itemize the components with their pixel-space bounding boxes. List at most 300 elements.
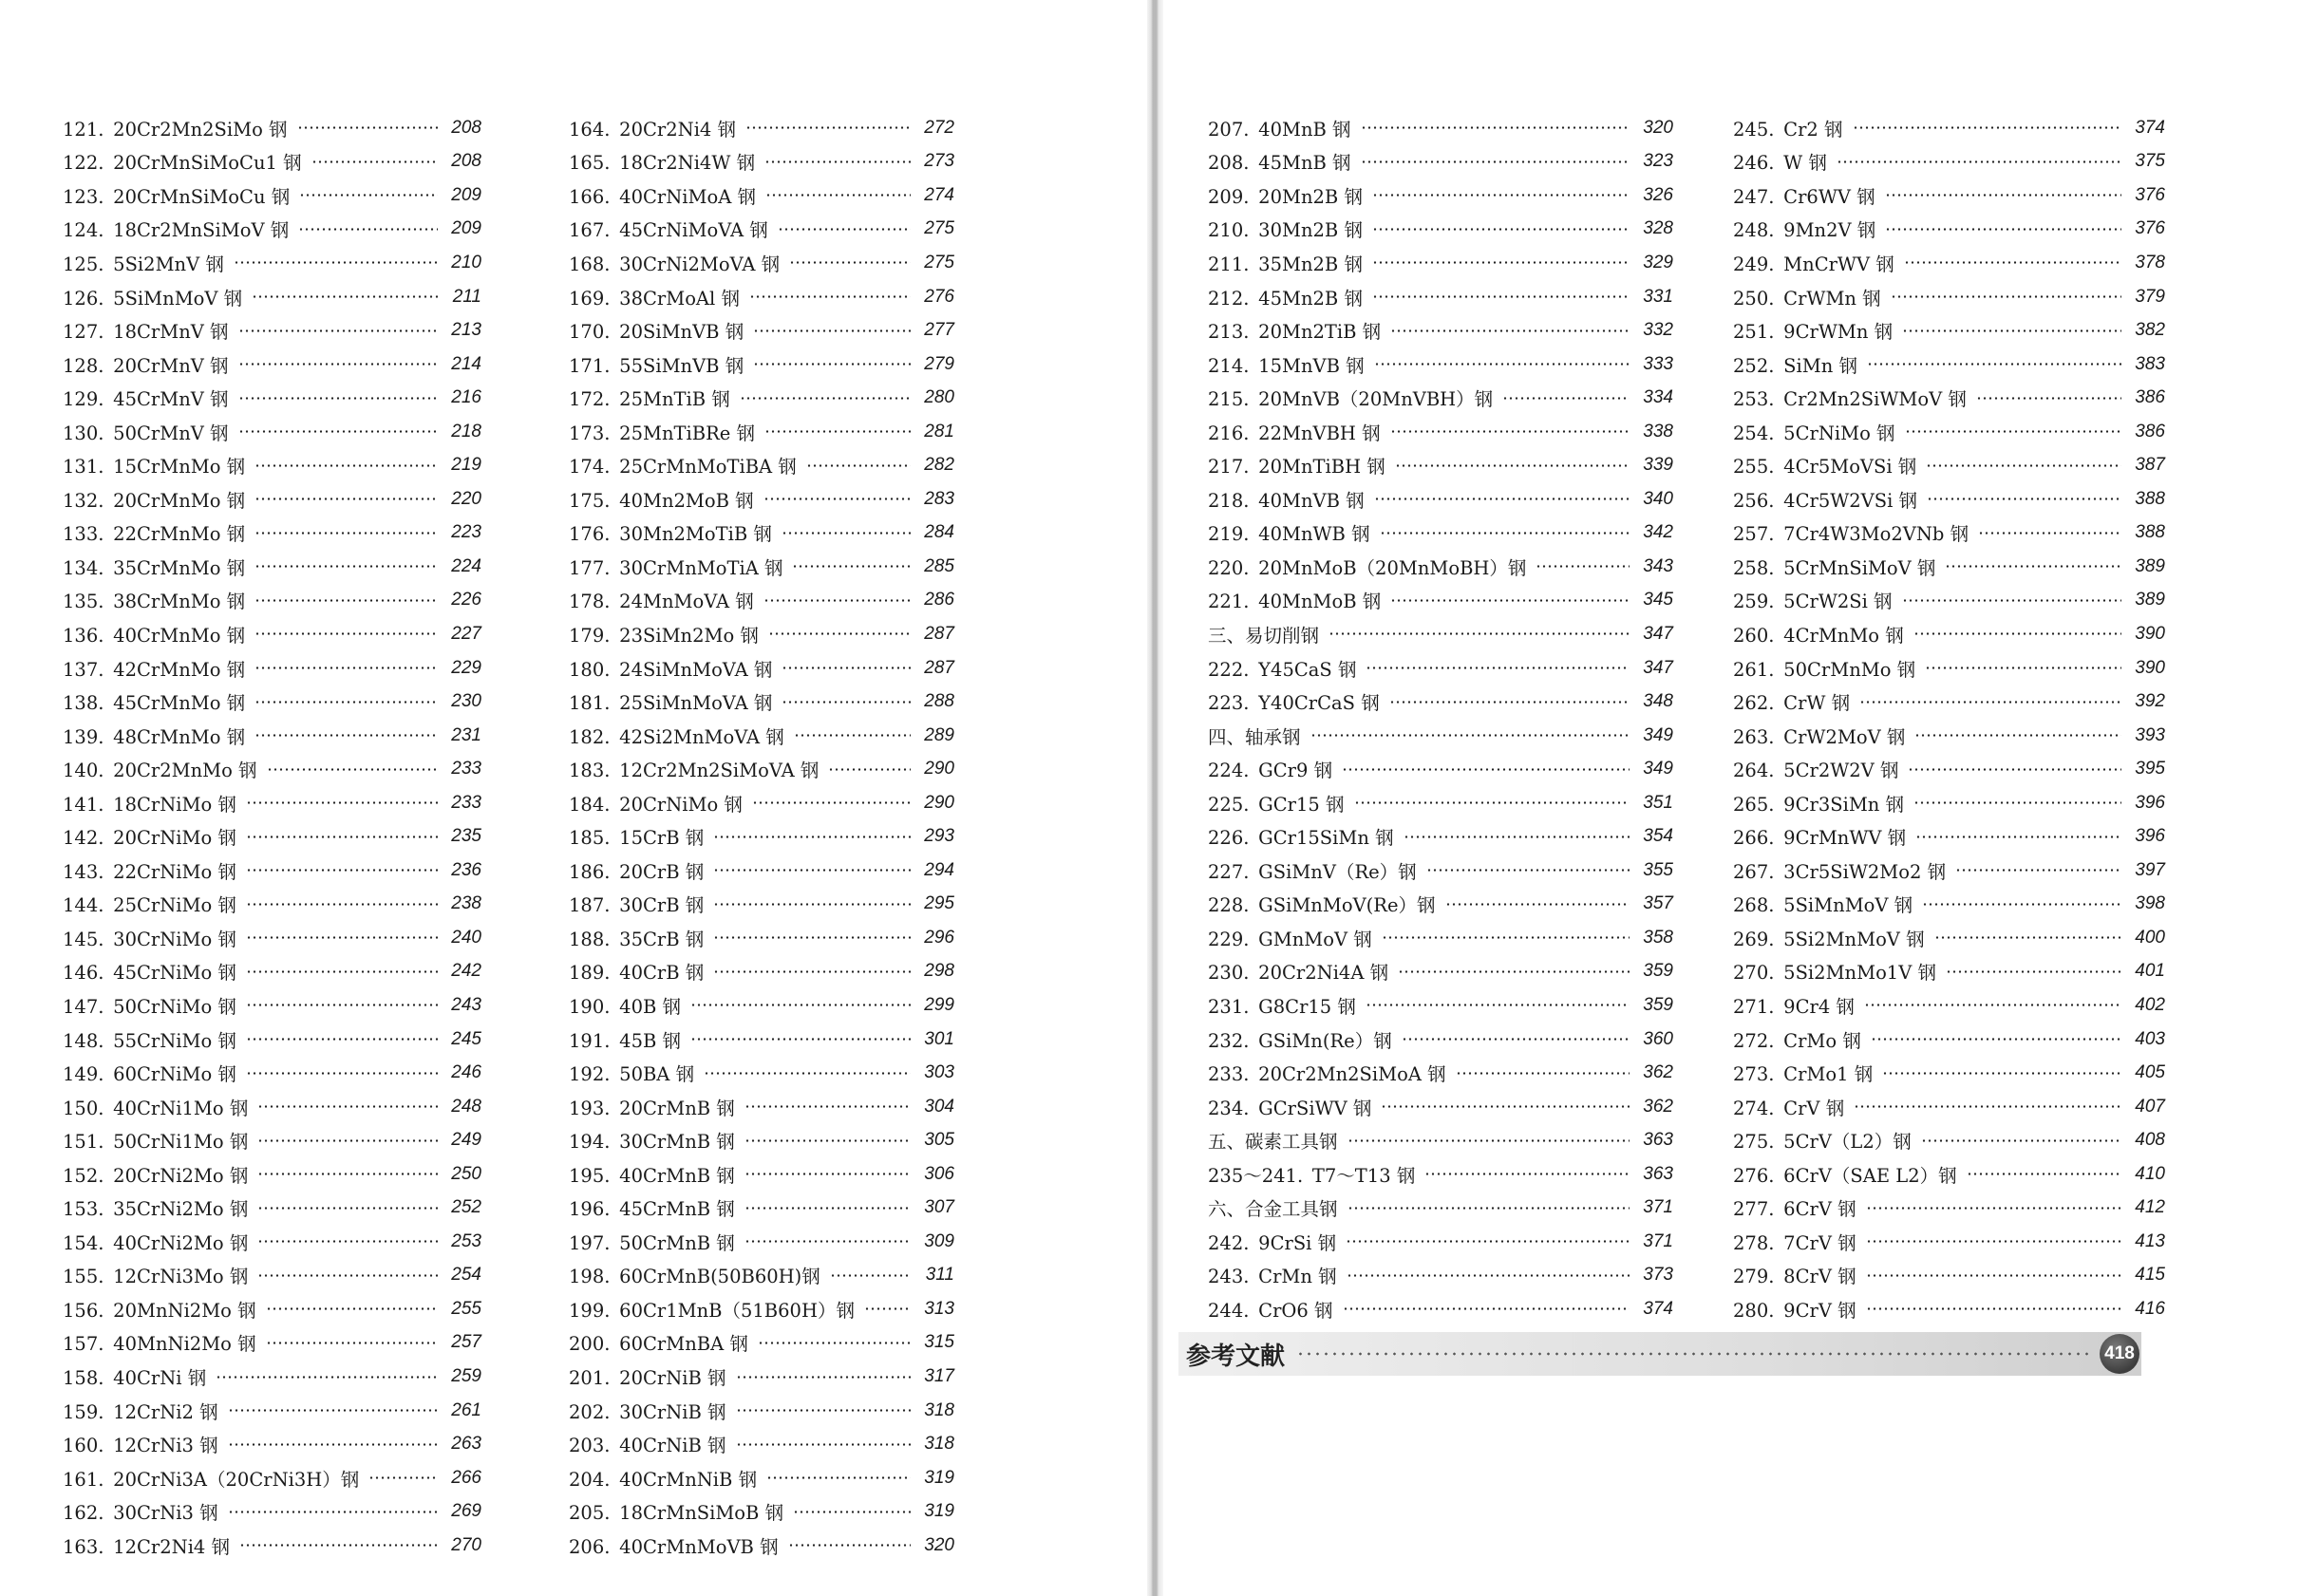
toc-entry-title: 183. 12Cr2Mn2SiMoVA 钢 [569, 760, 820, 782]
toc-entry[interactable] [1208, 145, 1673, 179]
toc-entry[interactable] [63, 178, 481, 213]
dot-leader [257, 1274, 438, 1277]
toc-entry[interactable] [1208, 651, 1673, 685]
toc-entry[interactable] [569, 955, 954, 989]
toc-entry[interactable] [1733, 1157, 2165, 1192]
toc-entry[interactable] [1208, 955, 1673, 989]
toc-entry-title: 269. 5Si2MnMoV 钢 [1733, 928, 1925, 950]
toc-entry[interactable] [1733, 1192, 2165, 1226]
dot-leader [1310, 734, 1630, 737]
toc-entry[interactable] [569, 584, 954, 618]
toc-entry-page: 374 [1643, 1298, 1673, 1319]
toc-entry-title: 135. 38CrMnMo 钢 [63, 591, 246, 613]
toc-entry-title: 197. 50CrMnB 钢 [569, 1231, 735, 1254]
dot-leader [766, 1476, 911, 1479]
toc-entry[interactable] [569, 1292, 954, 1326]
dot-leader [704, 1072, 911, 1075]
dot-leader [1859, 701, 2121, 704]
toc-entry-title: 190. 40B 钢 [569, 995, 682, 1018]
toc-entry[interactable] [1208, 854, 1673, 888]
toc-entry[interactable] [569, 1394, 954, 1428]
toc-entry-page: 230 [451, 691, 481, 712]
toc-entry-page: 287 [924, 623, 954, 644]
toc-entry[interactable] [1208, 786, 1673, 820]
toc-entry[interactable] [1733, 1056, 2165, 1090]
dot-leader [1885, 194, 2121, 197]
toc-entry[interactable] [1208, 719, 1673, 753]
toc-entry[interactable] [63, 1023, 481, 1057]
dot-leader [864, 1307, 911, 1310]
toc-entry[interactable] [1733, 1023, 2165, 1057]
toc-entry-page: 259 [451, 1366, 481, 1386]
toc-entry-page: 400 [2135, 927, 2165, 948]
toc-entry-title: 198. 60CrMnB(50B60H)钢 [569, 1266, 820, 1288]
toc-entry[interactable] [1733, 719, 2165, 753]
dot-leader [1866, 1274, 2121, 1277]
toc-entry[interactable] [63, 1461, 481, 1495]
toc-entry-title: 149. 60CrNiMo 钢 [63, 1063, 236, 1086]
toc-entry[interactable] [569, 1192, 954, 1226]
toc-entry-title: 247. Cr6WV 钢 [1733, 185, 1875, 208]
toc-entry[interactable] [569, 381, 954, 415]
toc-entry-page: 287 [924, 657, 954, 678]
toc-entry[interactable] [1208, 888, 1673, 922]
toc-entry[interactable] [1733, 448, 2165, 482]
toc-entry[interactable] [569, 1157, 954, 1192]
toc-entry[interactable] [569, 1225, 954, 1259]
toc-entry[interactable] [1733, 1225, 2165, 1259]
toc-entry-title: 141. 18CrNiMo 钢 [63, 793, 236, 816]
toc-entry[interactable] [1208, 685, 1673, 719]
toc-entry[interactable] [63, 988, 481, 1023]
toc-entry[interactable] [1208, 1056, 1673, 1090]
toc-entry[interactable] [63, 1360, 481, 1394]
toc-entry-title: 218. 40MnVB 钢 [1208, 489, 1365, 512]
dot-leader [257, 1105, 438, 1108]
dot-leader [794, 734, 911, 737]
dot-leader [1346, 1240, 1630, 1243]
toc-entry-title: 129. 45CrMnV 钢 [63, 388, 229, 411]
toc-entry[interactable] [1733, 482, 2165, 516]
toc-entry[interactable] [1208, 1157, 1673, 1192]
dot-leader [1955, 869, 2121, 872]
toc-entry-page: 371 [1643, 1197, 1673, 1218]
toc-entry-title: 175. 40Mn2MoB 钢 [569, 489, 754, 512]
toc-entry[interactable] [569, 854, 954, 888]
toc-entry[interactable] [569, 280, 954, 314]
toc-entry-page: 299 [924, 994, 954, 1015]
toc-entry[interactable] [63, 516, 481, 551]
toc-entry[interactable] [569, 1023, 954, 1057]
dot-leader [1395, 464, 1630, 467]
toc-entry[interactable] [1733, 1292, 2165, 1326]
toc-entry[interactable] [63, 1123, 481, 1157]
toc-entry[interactable] [63, 888, 481, 922]
toc-entry[interactable] [63, 1394, 481, 1428]
dot-leader [782, 532, 911, 535]
toc-entry[interactable] [569, 1090, 954, 1124]
toc-entry-page: 401 [2135, 961, 2165, 982]
toc-entry-title: 230. 20Cr2Ni4A 钢 [1208, 962, 1389, 985]
toc-entry-title: 263. CrW2MoV 钢 [1733, 725, 1906, 748]
toc-entry-page: 408 [2135, 1130, 2165, 1151]
toc-entry-title: 124. 18Cr2MnSiMoV 钢 [63, 219, 290, 242]
toc-entry-page: 306 [924, 1163, 954, 1184]
toc-entry[interactable] [569, 111, 954, 145]
toc-entry[interactable] [1208, 1292, 1673, 1326]
toc-entry[interactable] [569, 786, 954, 820]
toc-entry-title: 225. GCr15 钢 [1208, 793, 1345, 816]
dot-leader [1922, 903, 2121, 906]
toc-entry[interactable] [1208, 448, 1673, 482]
toc-entry[interactable] [1208, 584, 1673, 618]
toc-entry[interactable] [63, 145, 481, 179]
toc-entry-title: 165. 18Cr2Ni4W 钢 [569, 152, 756, 175]
toc-entry-page: 331 [1643, 286, 1673, 307]
toc-entry[interactable] [569, 1123, 954, 1157]
toc-entry[interactable] [63, 752, 481, 786]
toc-entry[interactable] [1733, 819, 2165, 854]
toc-entry[interactable] [63, 1292, 481, 1326]
dot-leader [782, 701, 911, 704]
toc-entry[interactable] [63, 313, 481, 347]
toc-entry-page: 390 [2135, 623, 2165, 644]
dot-leader [266, 1307, 438, 1310]
toc-entry[interactable] [1208, 246, 1673, 280]
toc-entry[interactable] [63, 347, 481, 382]
dot-leader [298, 228, 438, 231]
toc-entry-title: 182. 42Si2MnMoVA 钢 [569, 725, 784, 748]
toc-entry[interactable] [63, 381, 481, 415]
toc-entry[interactable] [569, 988, 954, 1023]
toc-entry-page: 231 [451, 724, 481, 745]
toc-entry-page: 402 [2135, 994, 2165, 1015]
toc-entry[interactable] [1733, 213, 2165, 247]
toc-entry[interactable] [1733, 854, 2165, 888]
toc-entry-page: 388 [2135, 488, 2165, 509]
toc-entry[interactable] [63, 1427, 481, 1461]
dot-leader [246, 836, 438, 838]
toc-entry-page: 279 [924, 353, 954, 374]
dot-leader [789, 261, 911, 264]
toc-entry-title: 206. 40CrMnMoVB 钢 [569, 1535, 779, 1558]
toc-entry[interactable] [1733, 786, 2165, 820]
toc-entry[interactable] [1733, 415, 2165, 449]
dot-leader [740, 397, 911, 400]
toc-entry[interactable] [63, 415, 481, 449]
toc-entry-title: 224. GCr9 钢 [1208, 760, 1333, 782]
toc-entry[interactable] [63, 1192, 481, 1226]
toc-entry[interactable] [569, 921, 954, 955]
toc-entry-page: 208 [451, 117, 481, 138]
toc-entry-page: 398 [2135, 893, 2165, 914]
toc-entry-title: 125. 5Si2MnV 钢 [63, 253, 224, 275]
toc-entry[interactable] [569, 1494, 954, 1529]
toc-entry-title: 171. 55SiMnVB 钢 [569, 354, 744, 377]
toc-entry[interactable] [1208, 213, 1673, 247]
toc-entry[interactable] [63, 482, 481, 516]
dot-leader [1853, 126, 2121, 129]
dot-leader [745, 126, 911, 129]
toc-entry-title: 163. 12Cr2Ni4 钢 [63, 1535, 231, 1558]
toc-entry[interactable] [1733, 888, 2165, 922]
toc-entry[interactable] [569, 1326, 954, 1361]
toc-entry[interactable] [569, 1259, 954, 1293]
toc-entry[interactable] [569, 651, 954, 685]
toc-entry-title: 188. 35CrB 钢 [569, 928, 705, 950]
toc-entry[interactable] [1733, 313, 2165, 347]
toc-entry-title: 134. 35CrMnMo 钢 [63, 556, 246, 579]
toc-entry[interactable] [63, 1326, 481, 1361]
dot-leader [228, 1511, 438, 1513]
toc-entry-page: 374 [2135, 117, 2165, 138]
toc-entry[interactable] [63, 685, 481, 719]
toc-entry[interactable] [63, 786, 481, 820]
toc-entry-page: 407 [2135, 1096, 2165, 1117]
toc-entry-title: 208. 45MnB 钢 [1208, 152, 1351, 175]
toc-entry-title: 148. 55CrNiMo 钢 [63, 1029, 236, 1052]
dot-leader [788, 1544, 911, 1547]
toc-entry[interactable] [569, 1056, 954, 1090]
references-page-badge: 418 [2100, 1334, 2139, 1374]
toc-entry[interactable] [1208, 415, 1673, 449]
toc-entry[interactable] [1208, 313, 1673, 347]
toc-entry[interactable] [569, 448, 954, 482]
toc-entry[interactable] [569, 617, 954, 651]
toc-entry[interactable] [1733, 516, 2165, 551]
toc-entry[interactable] [1208, 347, 1673, 382]
toc-entry[interactable] [1733, 178, 2165, 213]
toc-entry-page: 359 [1643, 994, 1673, 1015]
toc-entry-page: 319 [924, 1467, 954, 1488]
toc-entry[interactable] [1208, 1192, 1673, 1226]
toc-entry[interactable] [1208, 381, 1673, 415]
dot-leader [228, 1409, 438, 1412]
toc-entry[interactable] [1208, 921, 1673, 955]
dot-leader [1372, 261, 1630, 264]
toc-entry[interactable] [1208, 1123, 1673, 1157]
toc-entry[interactable] [569, 1427, 954, 1461]
toc-entry-page: 254 [451, 1265, 481, 1286]
dot-leader [1882, 1072, 2121, 1075]
toc-entry[interactable] [1733, 145, 2165, 179]
toc-entry-page: 403 [2135, 1028, 2165, 1049]
toc-entry[interactable] [569, 516, 954, 551]
dot-leader [1347, 1274, 1630, 1277]
dot-leader [744, 1207, 911, 1210]
toc-entry[interactable] [1208, 1023, 1673, 1057]
toc-entry[interactable] [569, 246, 954, 280]
toc-entry[interactable] [569, 313, 954, 347]
toc-column-2 [569, 111, 954, 1563]
toc-entry[interactable] [1733, 584, 2165, 618]
toc-entry[interactable] [1208, 617, 1673, 651]
toc-entry[interactable] [63, 550, 481, 584]
toc-entry[interactable] [569, 550, 954, 584]
dot-leader [254, 632, 438, 635]
toc-entry-title: 128. 20CrMnV 钢 [63, 354, 229, 377]
toc-entry-title: 146. 45CrNiMo 钢 [63, 962, 236, 985]
toc-entry[interactable] [1733, 246, 2165, 280]
toc-entry[interactable] [1208, 819, 1673, 854]
toc-entry[interactable] [569, 482, 954, 516]
toc-entry-page: 253 [451, 1230, 481, 1251]
toc-entry-page: 220 [451, 488, 481, 509]
toc-entry[interactable] [1733, 921, 2165, 955]
toc-entry[interactable] [63, 1529, 481, 1563]
dot-leader [254, 464, 438, 467]
toc-entry[interactable] [63, 1225, 481, 1259]
toc-entry[interactable] [569, 888, 954, 922]
toc-entry-page: 305 [924, 1130, 954, 1151]
toc-entry-title: 213. 20Mn2TiB 钢 [1208, 321, 1382, 344]
toc-entry[interactable] [569, 347, 954, 382]
toc-entry[interactable] [1208, 1259, 1673, 1293]
dot-leader [228, 1443, 438, 1446]
toc-entry-title: 259. 5CrW2Si 钢 [1733, 591, 1893, 613]
toc-entry[interactable] [63, 1494, 481, 1529]
toc-entry[interactable] [63, 921, 481, 955]
dot-leader [1967, 1173, 2121, 1175]
dot-leader [1381, 1105, 1630, 1108]
toc-entry[interactable] [1733, 550, 2165, 584]
toc-entry-title: 256. 4Cr5W2VSi 钢 [1733, 489, 1918, 512]
toc-entry-page: 209 [451, 218, 481, 239]
toc-entry-title: 193. 20CrMnB 钢 [569, 1097, 735, 1119]
toc-entry-page: 250 [451, 1163, 481, 1184]
dot-leader [758, 1342, 911, 1344]
dot-leader [1871, 1038, 2121, 1041]
toc-entry[interactable] [1733, 1259, 2165, 1293]
toc-entry-page: 233 [451, 792, 481, 813]
toc-entry[interactable] [1208, 1090, 1673, 1124]
toc-entry-title: 226. GCr15SiMn 钢 [1208, 827, 1394, 850]
toc-entry[interactable] [1208, 1225, 1673, 1259]
toc-entry-title: 234. GCrSiWV 钢 [1208, 1097, 1372, 1119]
toc-entry-page: 286 [924, 590, 954, 610]
toc-entry-title: 187. 30CrB 钢 [569, 894, 705, 917]
dot-leader [1976, 397, 2121, 400]
toc-entry[interactable] [1733, 1123, 2165, 1157]
dot-leader [782, 667, 911, 669]
toc-entry[interactable] [63, 246, 481, 280]
toc-entry-title: 271. 9Cr4 钢 [1733, 995, 1855, 1018]
toc-entry-title: 270. 5Si2MnMo1V 钢 [1733, 962, 1936, 985]
toc-entry[interactable] [1208, 752, 1673, 786]
references-banner[interactable] [1178, 1332, 2141, 1376]
toc-entry[interactable] [1208, 280, 1673, 314]
toc-entry[interactable] [1208, 111, 1673, 145]
toc-entry[interactable] [1733, 347, 2165, 382]
toc-entry-title: 180. 24SiMnMoVA 钢 [569, 658, 773, 681]
toc-entry-title: 137. 42CrMnMo 钢 [63, 658, 246, 681]
toc-entry-page: 397 [2135, 859, 2165, 880]
toc-entry-title: 264. 5Cr2W2V 钢 [1733, 760, 1899, 782]
toc-entry-page: 257 [451, 1332, 481, 1353]
toc-entry[interactable] [1733, 280, 2165, 314]
toc-entry[interactable] [63, 719, 481, 753]
toc-entry[interactable] [63, 854, 481, 888]
toc-entry[interactable] [63, 1157, 481, 1192]
toc-entry[interactable] [1733, 617, 2165, 651]
toc-entry[interactable] [63, 1056, 481, 1090]
dot-leader [1354, 801, 1630, 804]
toc-entry[interactable] [1733, 752, 2165, 786]
toc-entry-title: 139. 48CrMnMo 钢 [63, 725, 246, 748]
toc-entry[interactable] [63, 1259, 481, 1293]
toc-entry[interactable] [1208, 482, 1673, 516]
dot-leader [254, 701, 438, 704]
toc-entry[interactable] [63, 448, 481, 482]
toc-entry[interactable] [569, 1529, 954, 1563]
toc-entry-title: 258. 5CrMnSiMoV 钢 [1733, 556, 1936, 579]
dot-leader [763, 498, 911, 500]
toc-entry[interactable] [569, 178, 954, 213]
toc-entry[interactable] [63, 955, 481, 989]
toc-entry[interactable] [63, 651, 481, 685]
toc-entry[interactable] [1208, 178, 1673, 213]
toc-entry[interactable] [1208, 988, 1673, 1023]
toc-entry[interactable] [1733, 381, 2165, 415]
dot-leader [1502, 397, 1630, 400]
toc-entry[interactable] [63, 280, 481, 314]
toc-entry-page: 386 [2135, 421, 2165, 441]
toc-entry[interactable] [63, 111, 481, 145]
toc-entry-title: 221. 40MnMoB 钢 [1208, 591, 1382, 613]
toc-entry-title: 261. 50CrMnMo 钢 [1733, 658, 1916, 681]
dot-leader [246, 936, 438, 939]
toc-entry[interactable] [569, 213, 954, 247]
toc-entry-page: 339 [1643, 455, 1673, 476]
toc-entry[interactable] [1733, 988, 2165, 1023]
toc-entry[interactable] [63, 213, 481, 247]
toc-entry-title: 262. CrW 钢 [1733, 692, 1851, 715]
toc-entry-page: 240 [451, 927, 481, 948]
toc-entry-title: 170. 20SiMnVB 钢 [569, 321, 744, 344]
toc-entry-page: 290 [924, 759, 954, 779]
toc-entry[interactable] [63, 617, 481, 651]
toc-entry[interactable] [1733, 111, 2165, 145]
dot-leader [1347, 1207, 1630, 1210]
toc-entry-page: 413 [2135, 1230, 2165, 1251]
toc-entry[interactable] [1733, 955, 2165, 989]
toc-entry-page: 213 [451, 320, 481, 341]
toc-entry[interactable] [63, 584, 481, 618]
toc-entry[interactable] [569, 1461, 954, 1495]
toc-entry[interactable] [1208, 550, 1673, 584]
dot-leader [765, 194, 911, 197]
dot-leader [1902, 599, 2121, 602]
toc-entry-page: 243 [451, 994, 481, 1015]
toc-entry-page: 248 [451, 1096, 481, 1117]
toc-entry[interactable] [569, 685, 954, 719]
toc-entry[interactable] [1733, 651, 2165, 685]
toc-entry-page: 261 [451, 1399, 481, 1420]
toc-entry[interactable] [1733, 685, 2165, 719]
toc-entry[interactable] [569, 819, 954, 854]
toc-entry[interactable] [569, 145, 954, 179]
toc-entry[interactable] [569, 752, 954, 786]
toc-entry-title: 152. 20CrNi2Mo 钢 [63, 1164, 249, 1187]
toc-entry[interactable] [569, 415, 954, 449]
dot-leader [763, 599, 911, 602]
toc-entry[interactable] [63, 1090, 481, 1124]
toc-entry[interactable] [63, 819, 481, 854]
toc-entry[interactable] [1208, 516, 1673, 551]
toc-entry[interactable] [569, 1360, 954, 1394]
toc-entry[interactable] [569, 719, 954, 753]
toc-entry[interactable] [1733, 1090, 2165, 1124]
